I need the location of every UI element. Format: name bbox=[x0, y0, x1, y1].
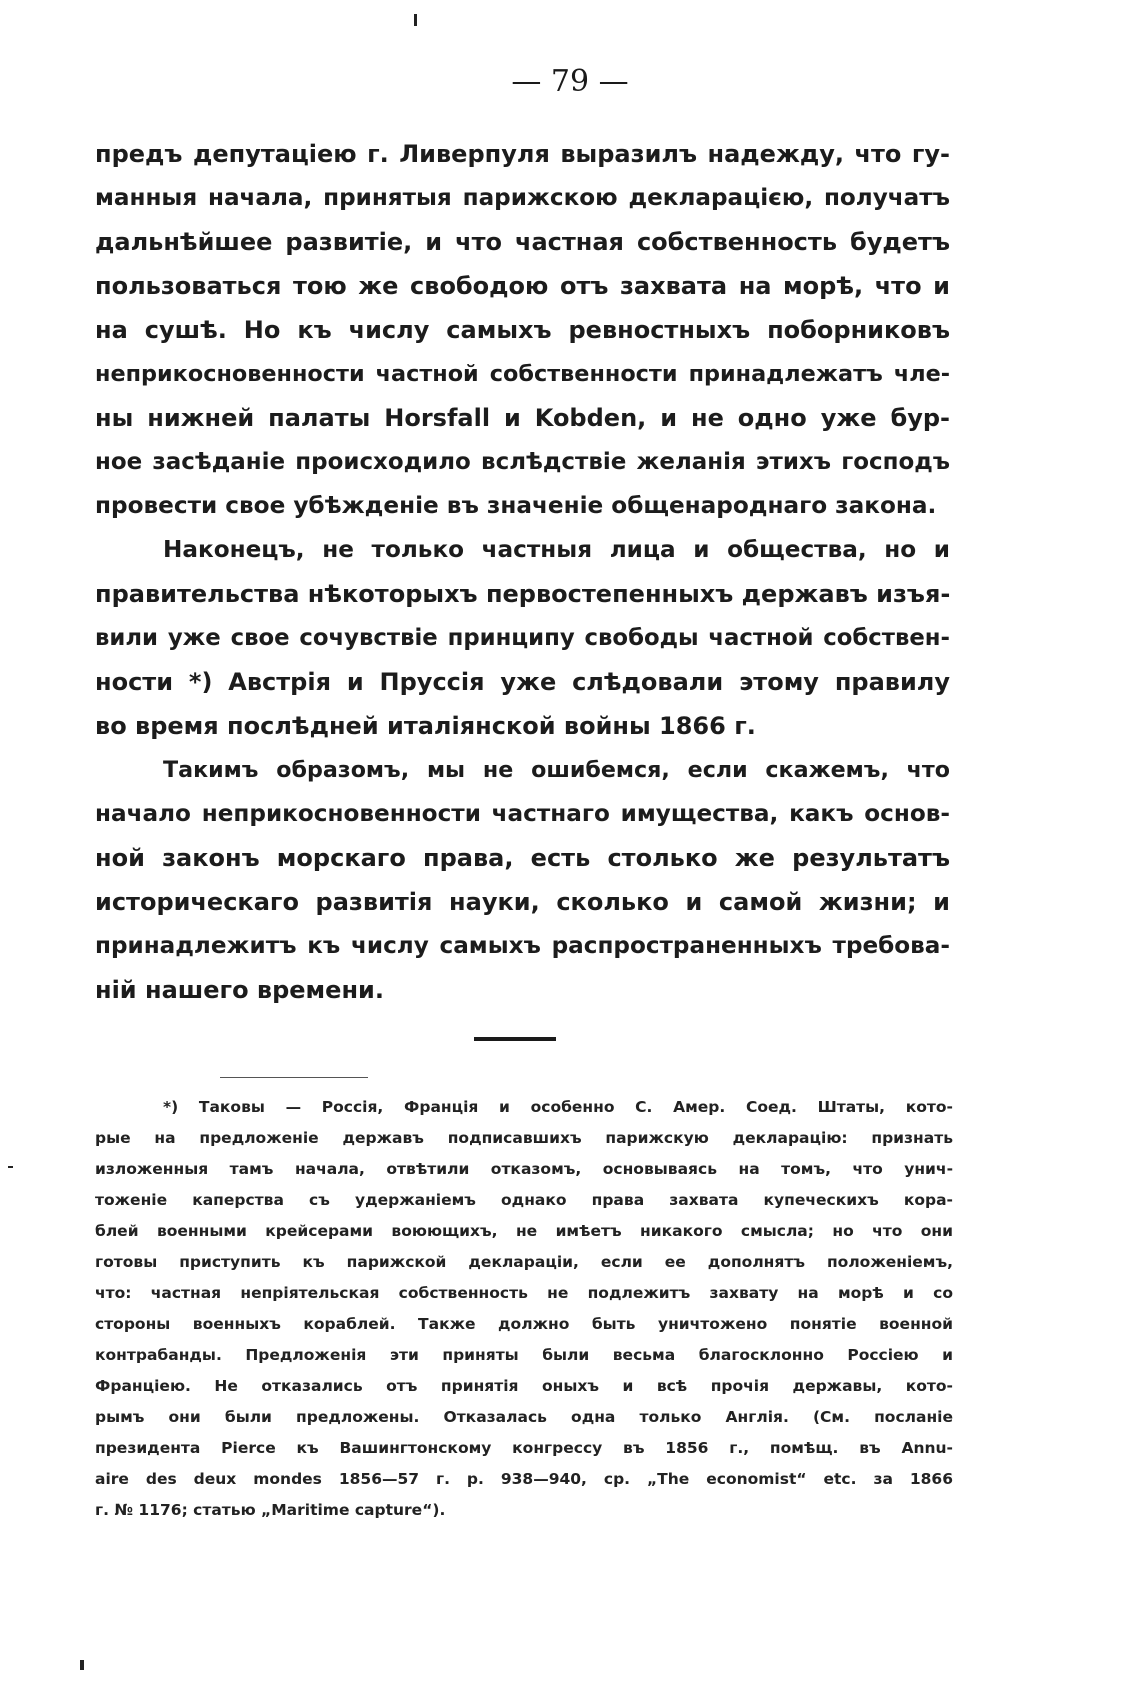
footnote-line: *) Таковы — Россія, Франція и особенно С. Амер. Соед. Штаты, кото- bbox=[163, 1098, 953, 1116]
text-line: предъ депутаціею г. Ливерпуля выразилъ надежду, что гу- bbox=[95, 140, 950, 168]
text-line: вили уже свое сочувствіе принципу свободы частной собствен- bbox=[95, 625, 950, 651]
footnote-separator bbox=[220, 1077, 368, 1078]
text-line: дальнѣйшее развитіе, и что частная собственность будетъ bbox=[95, 228, 950, 256]
text-line: пользоваться тою же свободою отъ захвата на морѣ, что и bbox=[95, 272, 950, 300]
footnote-line: рымъ они были предложены. Отказалась одна только Англія. (См. посланіе bbox=[95, 1408, 953, 1426]
main-text bbox=[95, 132, 950, 1012]
text-line: ній нашего времени. bbox=[95, 976, 384, 1004]
scan-speck bbox=[414, 14, 417, 26]
footnote-line: что: частная непріятельская собственность не подлежитъ захвату на морѣ и со bbox=[95, 1284, 953, 1302]
text-line: принадлежитъ къ числу самыхъ распространенныхъ требова- bbox=[95, 933, 950, 959]
text-line: на сушѣ. Но къ числу самыхъ ревностныхъ поборниковъ bbox=[95, 316, 950, 344]
footnote-line: г. № 1176; статью „Maritime capture“). bbox=[95, 1501, 446, 1519]
text-line: ное засѣданіе происходило вслѣдствіе желанія этихъ господъ bbox=[95, 449, 950, 475]
text-line: во время послѣдней италіянской войны 1866 г. bbox=[95, 712, 756, 740]
footnote-line: стороны военныхъ кораблей. Также должно быть уничтожено понятіе военной bbox=[95, 1315, 953, 1333]
footnote-line: готовы приступить къ парижской деклараціи, если ее дополнятъ положеніемъ, bbox=[95, 1253, 953, 1271]
footnote-line: президента Pierce къ Вашингтонскому конгрессу въ 1856 г., помѣщ. въ Annu- bbox=[95, 1439, 953, 1457]
text-line: манныя начала, принятыя парижскою декларацією, получатъ bbox=[95, 185, 950, 211]
text-line: правительства нѣкоторыхъ первостепенныхъ державъ изъя- bbox=[95, 580, 951, 608]
section-divider bbox=[474, 1037, 556, 1041]
footnote-line: изложенныя тамъ начала, отвѣтили отказомъ, основываясь на томъ, что унич- bbox=[95, 1160, 953, 1178]
footnote bbox=[95, 1092, 953, 1526]
text-line: неприкосновенности частной собственности принадлежатъ чле- bbox=[95, 361, 950, 387]
footnote-line: Франціею. Не отказались отъ принятія оныхъ и всѣ прочія державы, кото- bbox=[95, 1377, 953, 1395]
footnote-line: блей военными крейсерами воюющихъ, не имѣетъ никакого смысла; но что они bbox=[95, 1222, 953, 1240]
footnote-line: контрабанды. Предложенія эти приняты были весьма благосклонно Россіею и bbox=[95, 1346, 953, 1364]
scan-speck bbox=[8, 1166, 13, 1168]
text-line: Наконецъ, не только частныя лица и общества, но и bbox=[163, 537, 950, 563]
text-line: историческаго развитія науки, сколько и самой жизни; и bbox=[95, 888, 950, 916]
footnote-line: рые на предложеніе державъ подписавшихъ парижскую декларацію: признать bbox=[95, 1129, 953, 1147]
paragraph bbox=[95, 528, 950, 748]
text-line: начало неприкосновенности частнаго имущества, какъ основ- bbox=[95, 801, 950, 827]
text-line: ной законъ морскаго права, есть столько же результатъ bbox=[95, 844, 950, 872]
text-line: провести свое убѣжденіе въ значеніе общенароднаго закона. bbox=[95, 492, 937, 519]
paragraph bbox=[95, 748, 950, 1012]
paragraph bbox=[95, 132, 950, 528]
page-number: — 79 — bbox=[511, 64, 629, 99]
footnote-line: aire des deux mondes 1856—57 г. р. 938—940, ср. „The economist“ etc. за 1866 bbox=[95, 1470, 953, 1488]
scan-speck bbox=[80, 1660, 84, 1670]
text-line: ны нижней палаты Horsfall и Kobden, и не одно уже бур- bbox=[95, 404, 950, 432]
footnote-line: тоженіе каперства съ удержаніемъ однако права захвата купеческихъ кора- bbox=[95, 1191, 953, 1209]
text-line: ности *) Австрія и Пруссія уже слѣдовали этому правилу bbox=[95, 668, 950, 696]
text-line: Такимъ образомъ, мы не ошибемся, если скажемъ, что bbox=[163, 757, 950, 783]
